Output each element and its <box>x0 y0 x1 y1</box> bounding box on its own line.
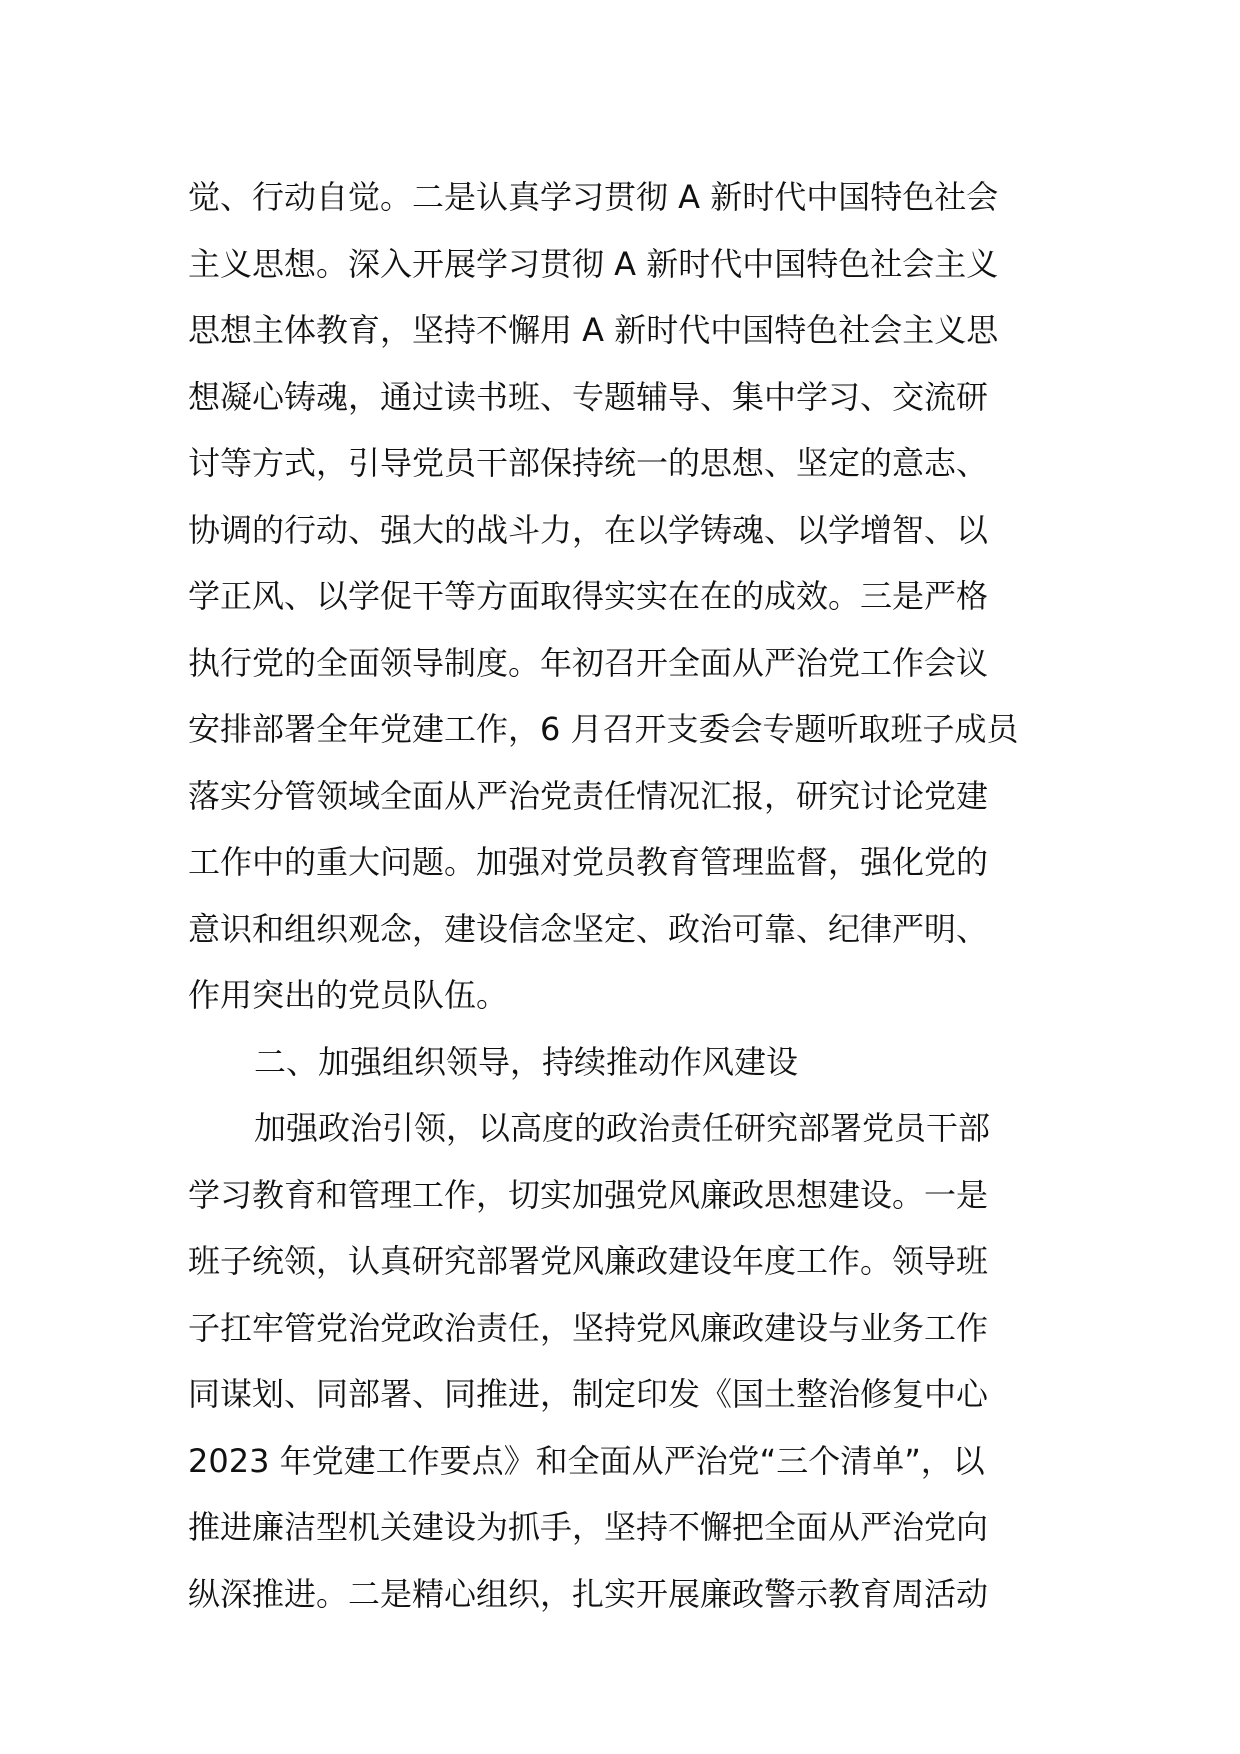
text-line: 思想主体教育，坚持不懈用 A 新时代中国特色社会主义思 <box>188 311 999 349</box>
body-text <box>188 164 1068 1627</box>
text-line: 班子统领，认真研究部署党风廉政建设年度工作。领导班 <box>188 1242 989 1280</box>
text-line: 作用突出的党员队伍。 <box>188 976 509 1014</box>
text-line: 想凝心铸魂，通过读书班、专题辅导、集中学习、交流研 <box>188 377 989 416</box>
text-line: 讨等方式，引导党员干部保持统一的思想、坚定的意志、 <box>188 444 989 482</box>
text-line: 意识和组织观念，建设信念坚定、政治可靠、纪律严明、 <box>188 909 989 948</box>
text-line: 子扛牢管党治党政治责任，坚持党风廉政建设与业务工作 <box>188 1308 989 1347</box>
paragraph-start-line: 加强政治引领，以高度的政治责任研究部署党员干部 <box>254 1109 991 1147</box>
text-line: 执行党的全面领导制度。年初召开全面从严治党工作会议 <box>188 643 989 682</box>
text-line: 学正风、以学促干等方面取得实实在在的成效。三是严格 <box>188 577 989 615</box>
text-line: 安排部署全年党建工作，6 月召开支委会专题听取班子成员 <box>188 710 1019 748</box>
text-line: 主义思想。深入开展学习贯彻 A 新时代中国特色社会主义 <box>188 244 999 283</box>
text-line: 纵深推进。二是精心组织，扎实开展廉政警示教育周活动 <box>188 1574 989 1613</box>
text-line: 同谋划、同部署、同推进，制定印发《国土整治修复中心 <box>188 1375 989 1413</box>
section-heading: 二、加强组织领导，持续推动作风建设 <box>254 1042 799 1081</box>
text-line: 落实分管领域全面从严治党责任情况汇报，研究讨论党建 <box>188 776 989 815</box>
text-line: 觉、行动自觉。二是认真学习贯彻 A 新时代中国特色社会 <box>188 178 999 216</box>
text-line: 工作中的重大问题。加强对党员教育管理监督，强化党的 <box>188 843 989 881</box>
text-line: 推进廉洁型机关建设为抓手，坚持不懈把全面从严治党向 <box>188 1508 989 1546</box>
text-line: 协调的行动、强大的战斗力，在以学铸魂、以学增智、以 <box>188 510 989 549</box>
text-line: 学习教育和管理工作，切实加强党风廉政思想建设。一是 <box>188 1175 989 1214</box>
text-line: 2023 年党建工作要点》和全面从严治党“三个清单”，以 <box>188 1441 985 1480</box>
